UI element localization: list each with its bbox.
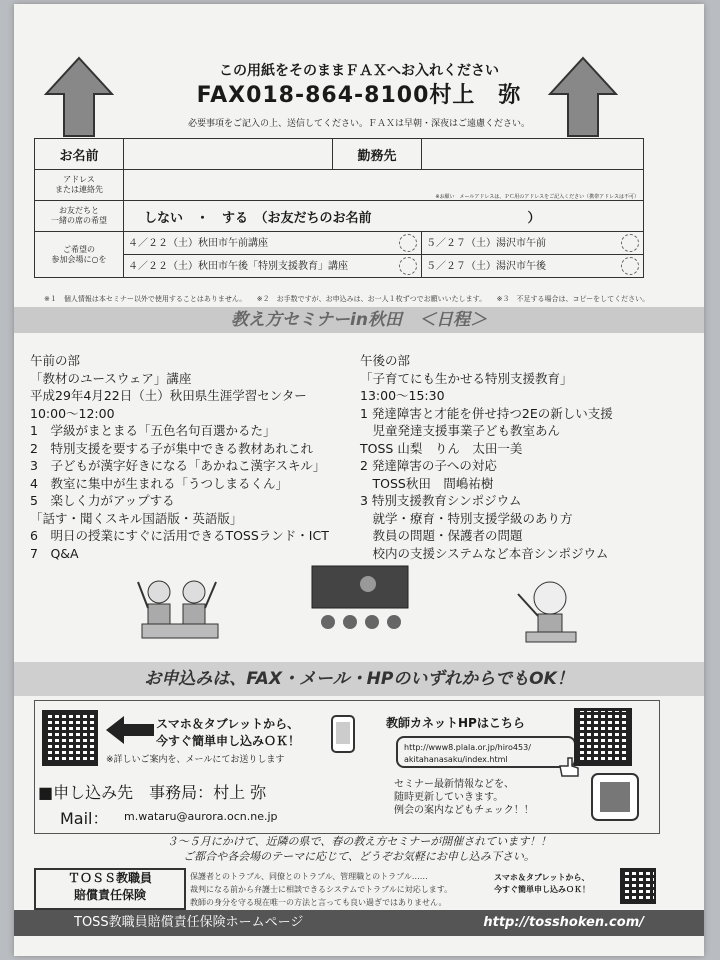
- insurance-description: 保護者とのトラブル、同僚とのトラブル、管理職とのトラブル…… 裁判になる前から弁護士に相談できるシステムでトラブルに対応します。 教師の身分を守る現在唯一の方法と言っても良い過ぎではありません。: [190, 872, 453, 907]
- afternoon-line: 児童発達支援事業子ども教室あん: [360, 423, 561, 438]
- address-label: アドレス または連絡先: [35, 170, 124, 201]
- address-note: ※お願い メールアドレスは、ＰＣ用のアドレスをご記入ください（携帯アドレスは不可）: [435, 194, 639, 200]
- circle-checkbox[interactable]: [621, 257, 639, 275]
- mail-label: Mail：: [60, 809, 109, 828]
- homepage-label: TOSS教職員賠償責任保険ホームページ: [74, 915, 304, 930]
- insurance-homepage-bar: [14, 910, 704, 936]
- smartphone-text: スマホ＆タブレットから、 今すぐ簡単申し込みＯＫ！: [156, 717, 301, 748]
- circle-checkbox[interactable]: [399, 257, 417, 275]
- left-arrow-icon: [106, 716, 154, 744]
- hp-url-line: http://www8.plala.or.jp/hiro453/: [404, 743, 531, 752]
- qr-code-icon[interactable]: [574, 708, 632, 766]
- fax-instruction: この用紙をそのままＦＡＸへお入れください: [219, 63, 499, 79]
- morning-line: 2 特別支援を要する子が集中できる教材あれこれ: [30, 440, 313, 456]
- morning-line: 4 教室に集中が生まれる「うつしまるくん」: [30, 475, 288, 491]
- child-illustration: [512, 574, 582, 646]
- circle-checkbox[interactable]: [399, 234, 417, 252]
- form-footnotes: ※１ 個人情報は本セミナー以外で使用することはありません。 ※２ お手数ですが、お申込みは、お一人１枚ずつでお願いいたします。 ※３ 不足する場合は、コピーをしてください。: [44, 295, 650, 303]
- morning-line: 1 学級がまとまる「五色名句百選かるた」: [30, 423, 276, 438]
- qr-code-icon[interactable]: [620, 868, 656, 904]
- afternoon-line: 2 発達障害の子への対応: [360, 458, 497, 473]
- address-field[interactable]: [124, 170, 644, 201]
- work-label: 勤務先: [333, 139, 422, 170]
- morning-line: 5 楽しく力がアップする: [30, 493, 175, 508]
- afternoon-line: 教員の問題・保護者の問題: [360, 528, 523, 543]
- footer-message: ３～５月にかけて、近隣の県で、春の教え方セミナーが開催されています！！ ご都合や各会場のテーマに応じて、どうぞお気軽にお申し込み下さい。: [166, 835, 552, 863]
- work-field[interactable]: [422, 139, 644, 170]
- afternoon-line: 3 特別支援教育シンポジウム: [360, 493, 522, 508]
- morning-schedule: [30, 352, 329, 562]
- afternoon-line: 「子育てにも生かせる特別支援教育」: [360, 370, 573, 386]
- qr-code-icon[interactable]: [42, 710, 98, 766]
- name-field[interactable]: [124, 139, 333, 170]
- morning-line: 6 明日の授業にすぐに活用できるTOSSランド・ICT: [30, 528, 329, 543]
- afternoon-schedule: [360, 352, 613, 562]
- venue-option[interactable]: ４／２２（土）秋田市午前講座: [124, 232, 422, 255]
- hp-url-box[interactable]: [396, 736, 576, 768]
- afternoon-line: TOSS 山梨 りん 太田一美: [360, 440, 523, 456]
- fax-flyer: [14, 4, 704, 956]
- venue-option[interactable]: ５／２７（土）湯沢市午前: [422, 232, 644, 255]
- afternoon-line: 就学・療育・特別支援学級のあり方: [360, 510, 573, 526]
- afternoon-line: 13:00～15:30: [360, 388, 445, 403]
- application-form: [34, 138, 644, 278]
- afternoon-line: 校内の支援システムなど本音シンポジウム: [360, 545, 609, 561]
- afternoon-line: 1 発達障害と才能を併せ持つ2Eの新しい支援: [360, 405, 613, 421]
- students-illustration: [134, 574, 224, 644]
- homepage-url[interactable]: http://tosshoken.com/: [483, 915, 644, 930]
- morning-line: 10:00～12:00: [30, 405, 115, 421]
- toss-insurance-badge: ＴＯＳＳ教職員 賠償責任保険: [34, 868, 186, 910]
- name-label: お名前: [35, 139, 124, 170]
- morning-line: 平成29年4月22日（土）秋田県生涯学習センター: [30, 388, 307, 403]
- venue-option[interactable]: ４／２２（土）秋田市午後「特別支援教育」講座: [124, 255, 422, 278]
- venue-label: ご希望の 参加会場に○を: [35, 232, 124, 278]
- venue-option[interactable]: ５／２７（土）湯沢市午後: [422, 255, 644, 278]
- friend-options[interactable]: しない ・ する （お友だちのお名前 ）: [124, 201, 644, 232]
- insurance-smartphone: スマホ＆タブレットから、 今すぐ簡単申し込みＯＫ！: [494, 873, 590, 894]
- morning-line: 3 子どもが漢字好きになる「あかねこ漢字スキル」: [30, 458, 326, 473]
- tablet-icon: [590, 772, 640, 822]
- circle-checkbox[interactable]: [621, 234, 639, 252]
- morning-line: 7 Q&A: [30, 545, 79, 561]
- schedule-banner: 教え方セミナーin秋田 ＜日程＞: [14, 307, 704, 333]
- header-note: 必要事項をご記入の上、送信してください。ＦＡＸは早朝・深夜はご遠慮ください。: [187, 119, 530, 129]
- afternoon-line: TOSS秋田 間嶋祐樹: [360, 475, 494, 491]
- hp-url-line: akitahanasaku/index.html: [404, 755, 508, 764]
- hp-title: 教師カネットHPはこちら: [386, 716, 525, 730]
- fax-number: FAX018-864-8100村上 弥: [196, 83, 522, 108]
- smartphone-icon: [330, 714, 356, 754]
- hp-notes: セミナー最新情報などを、 随時更新していきます。 例会の案内などもチェック！！: [394, 779, 534, 816]
- afternoon-line: 午後の部: [360, 353, 411, 368]
- apply-banner: お申込みは、FAX・メール・HPのいずれからでもOK！: [14, 662, 704, 696]
- morning-line: 「話す・聞くスキル国語版・英語版」: [30, 510, 243, 526]
- friend-label: お友だちと 一緒の席の希望: [35, 201, 124, 232]
- classroom-illustration: [310, 564, 410, 640]
- mail-address[interactable]: m.wataru@aurora.ocn.ne.jp: [124, 810, 278, 823]
- smartphone-note: ※詳しいご案内を、メールにてお送りします: [106, 755, 285, 765]
- morning-line: 午前の部: [30, 353, 81, 368]
- morning-line: 「教材のユースウェア」講座: [30, 370, 192, 386]
- contact-office: ■申し込み先 事務局：村上 弥: [38, 783, 267, 802]
